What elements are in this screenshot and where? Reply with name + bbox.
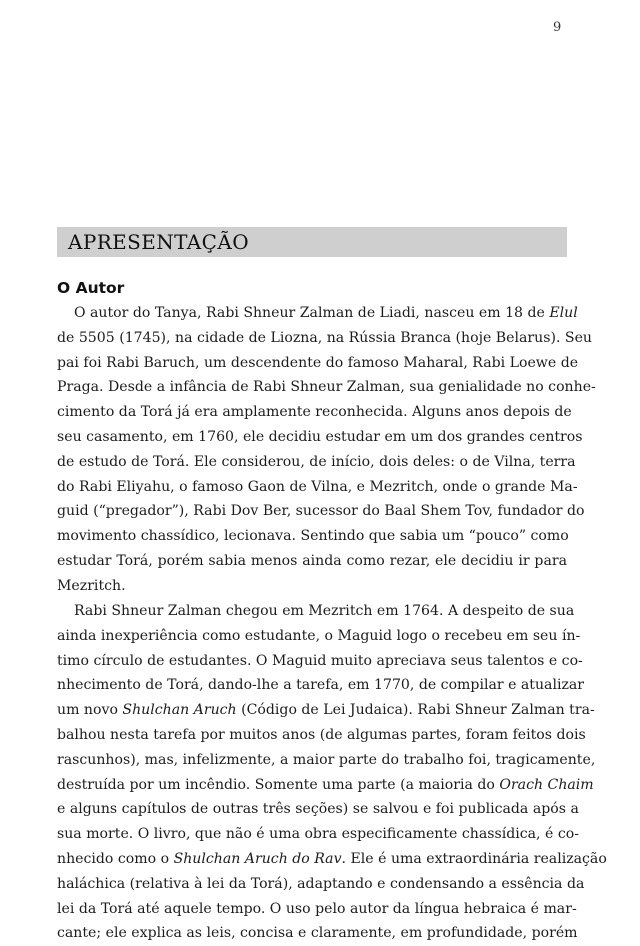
text-line: [57, 673, 585, 698]
subheading: O Autor: [57, 279, 125, 297]
text-run: pai foi Rabi Baruch, um descendente do famoso Maharal, Rabi Loewe de: [57, 354, 579, 371]
text-run: timo círculo de estudantes. O Maguid muito apreciava seus talentos e co-: [57, 652, 583, 669]
text-line: [57, 450, 576, 475]
text-run: de 5505 (1745), na cidade de Liozna, na Rússia Branca (hoje Belarus). Seu: [57, 329, 592, 346]
text-run: destruída por um incêndio. Somente uma parte (a maioria do: [57, 776, 500, 793]
text-line: [57, 375, 596, 400]
text-run: ainda inexperiência como estudante, o Maguid logo o recebeu em seu ín-: [57, 627, 581, 644]
text-run: cimento da Torá já era amplamente reconhecida. Alguns anos depois de: [57, 404, 572, 421]
text-line: [57, 649, 583, 674]
text-line: [57, 301, 578, 326]
text-run: rascunhos), mas, infelizmente, a maior parte do trabalho foi, tragicamente,: [57, 751, 596, 768]
text-line: [57, 723, 586, 748]
text-line: [57, 748, 596, 773]
text-run: O autor do Tanya, Rabi Shneur Zalman de Liadi, nasceu em 18 de: [74, 305, 550, 321]
italic-term: Shulchan Aruch: [122, 702, 237, 719]
text-line: [57, 872, 585, 897]
text-run: movimento chassídico, lecionava. Sentindo que sabia um “pouco” como: [57, 528, 569, 545]
text-line: [57, 499, 585, 524]
text-line: [57, 921, 578, 946]
text-line: [57, 822, 579, 847]
text-line: [57, 400, 572, 425]
text-run: e alguns capítulos de outras três seções) se salvou e foi publicada após a: [57, 801, 579, 818]
text-line: [57, 847, 607, 872]
text-line: [57, 698, 595, 723]
section-title: APRESENTAÇÃO: [68, 230, 249, 254]
text-line: [57, 326, 592, 351]
text-run: do Rabi Eliyahu, o famoso Gaon de Vilna, e Mezritch, onde o grande Ma-: [57, 478, 578, 495]
text-run: Praga. Desde a infância de Rabi Shneur Zalman, sua genialidade no conhe-: [57, 379, 596, 396]
paragraph-1: [57, 301, 596, 599]
italic-term: Elul: [549, 305, 578, 321]
text-run: haláchica (relativa à lei da Torá), adaptando e condensando a essência da: [57, 875, 585, 892]
text-line: [57, 897, 577, 922]
text-run: sua morte. O livro, que não é uma obra especificamente chassídica, é co-: [57, 826, 579, 843]
text-run: balhou nesta tarefa por muitos anos (de algumas partes, foram feitos dois: [57, 726, 586, 743]
text-run: nhecido como o: [57, 850, 174, 867]
text-line: [57, 773, 594, 798]
text-line: [57, 351, 579, 376]
text-line: [57, 624, 581, 649]
text-line: [57, 524, 567, 549]
text-run: seu casamento, em 1760, ele decidiu estudar em um dos grandes centros: [57, 428, 583, 445]
text-run: . Ele é uma extraordinária realização: [341, 850, 607, 867]
text-run: estudar Torá, porém sabia menos ainda como rezar, ele decidiu ir para: [57, 552, 567, 569]
text-line: [57, 425, 583, 450]
paragraph-2: [57, 599, 607, 946]
text-run: Rabi Shneur Zalman chegou em Mezritch em 1764. A despeito de sua: [74, 603, 575, 619]
section-banner: [57, 227, 567, 257]
text-line: [57, 797, 579, 822]
text-run: guid (“pregador”), Rabi Dov Ber, sucessor do Baal Shem Tov, fundador do: [57, 503, 585, 520]
text-run: um novo: [57, 702, 123, 719]
text-run: nhecimento de Torá, dando-lhe a tarefa, em 1770, de compilar e atualizar: [57, 677, 585, 694]
italic-term: Shulchan Aruch do Rav: [173, 850, 342, 867]
text-line: [57, 549, 567, 574]
italic-term: Orach Chaim: [499, 776, 594, 793]
text-line: [57, 599, 575, 624]
page-number: 9: [553, 20, 562, 35]
text-run: de estudo de Torá. Ele considerou, de início, dois deles: o de Vilna, terra: [57, 453, 576, 470]
text-run: (Código de Lei Judaica). Rabi Shneur Zalman tra-: [236, 702, 595, 719]
text-run: lei da Torá até aquele tempo. O uso pelo autor da língua hebraica é mar-: [57, 900, 577, 917]
text-run: cante; ele explica as leis, concisa e claramente, em profundidade, porém: [57, 925, 578, 942]
text-run: Mezritch.: [57, 577, 126, 594]
text-line: [57, 574, 567, 599]
text-line: [57, 475, 578, 500]
